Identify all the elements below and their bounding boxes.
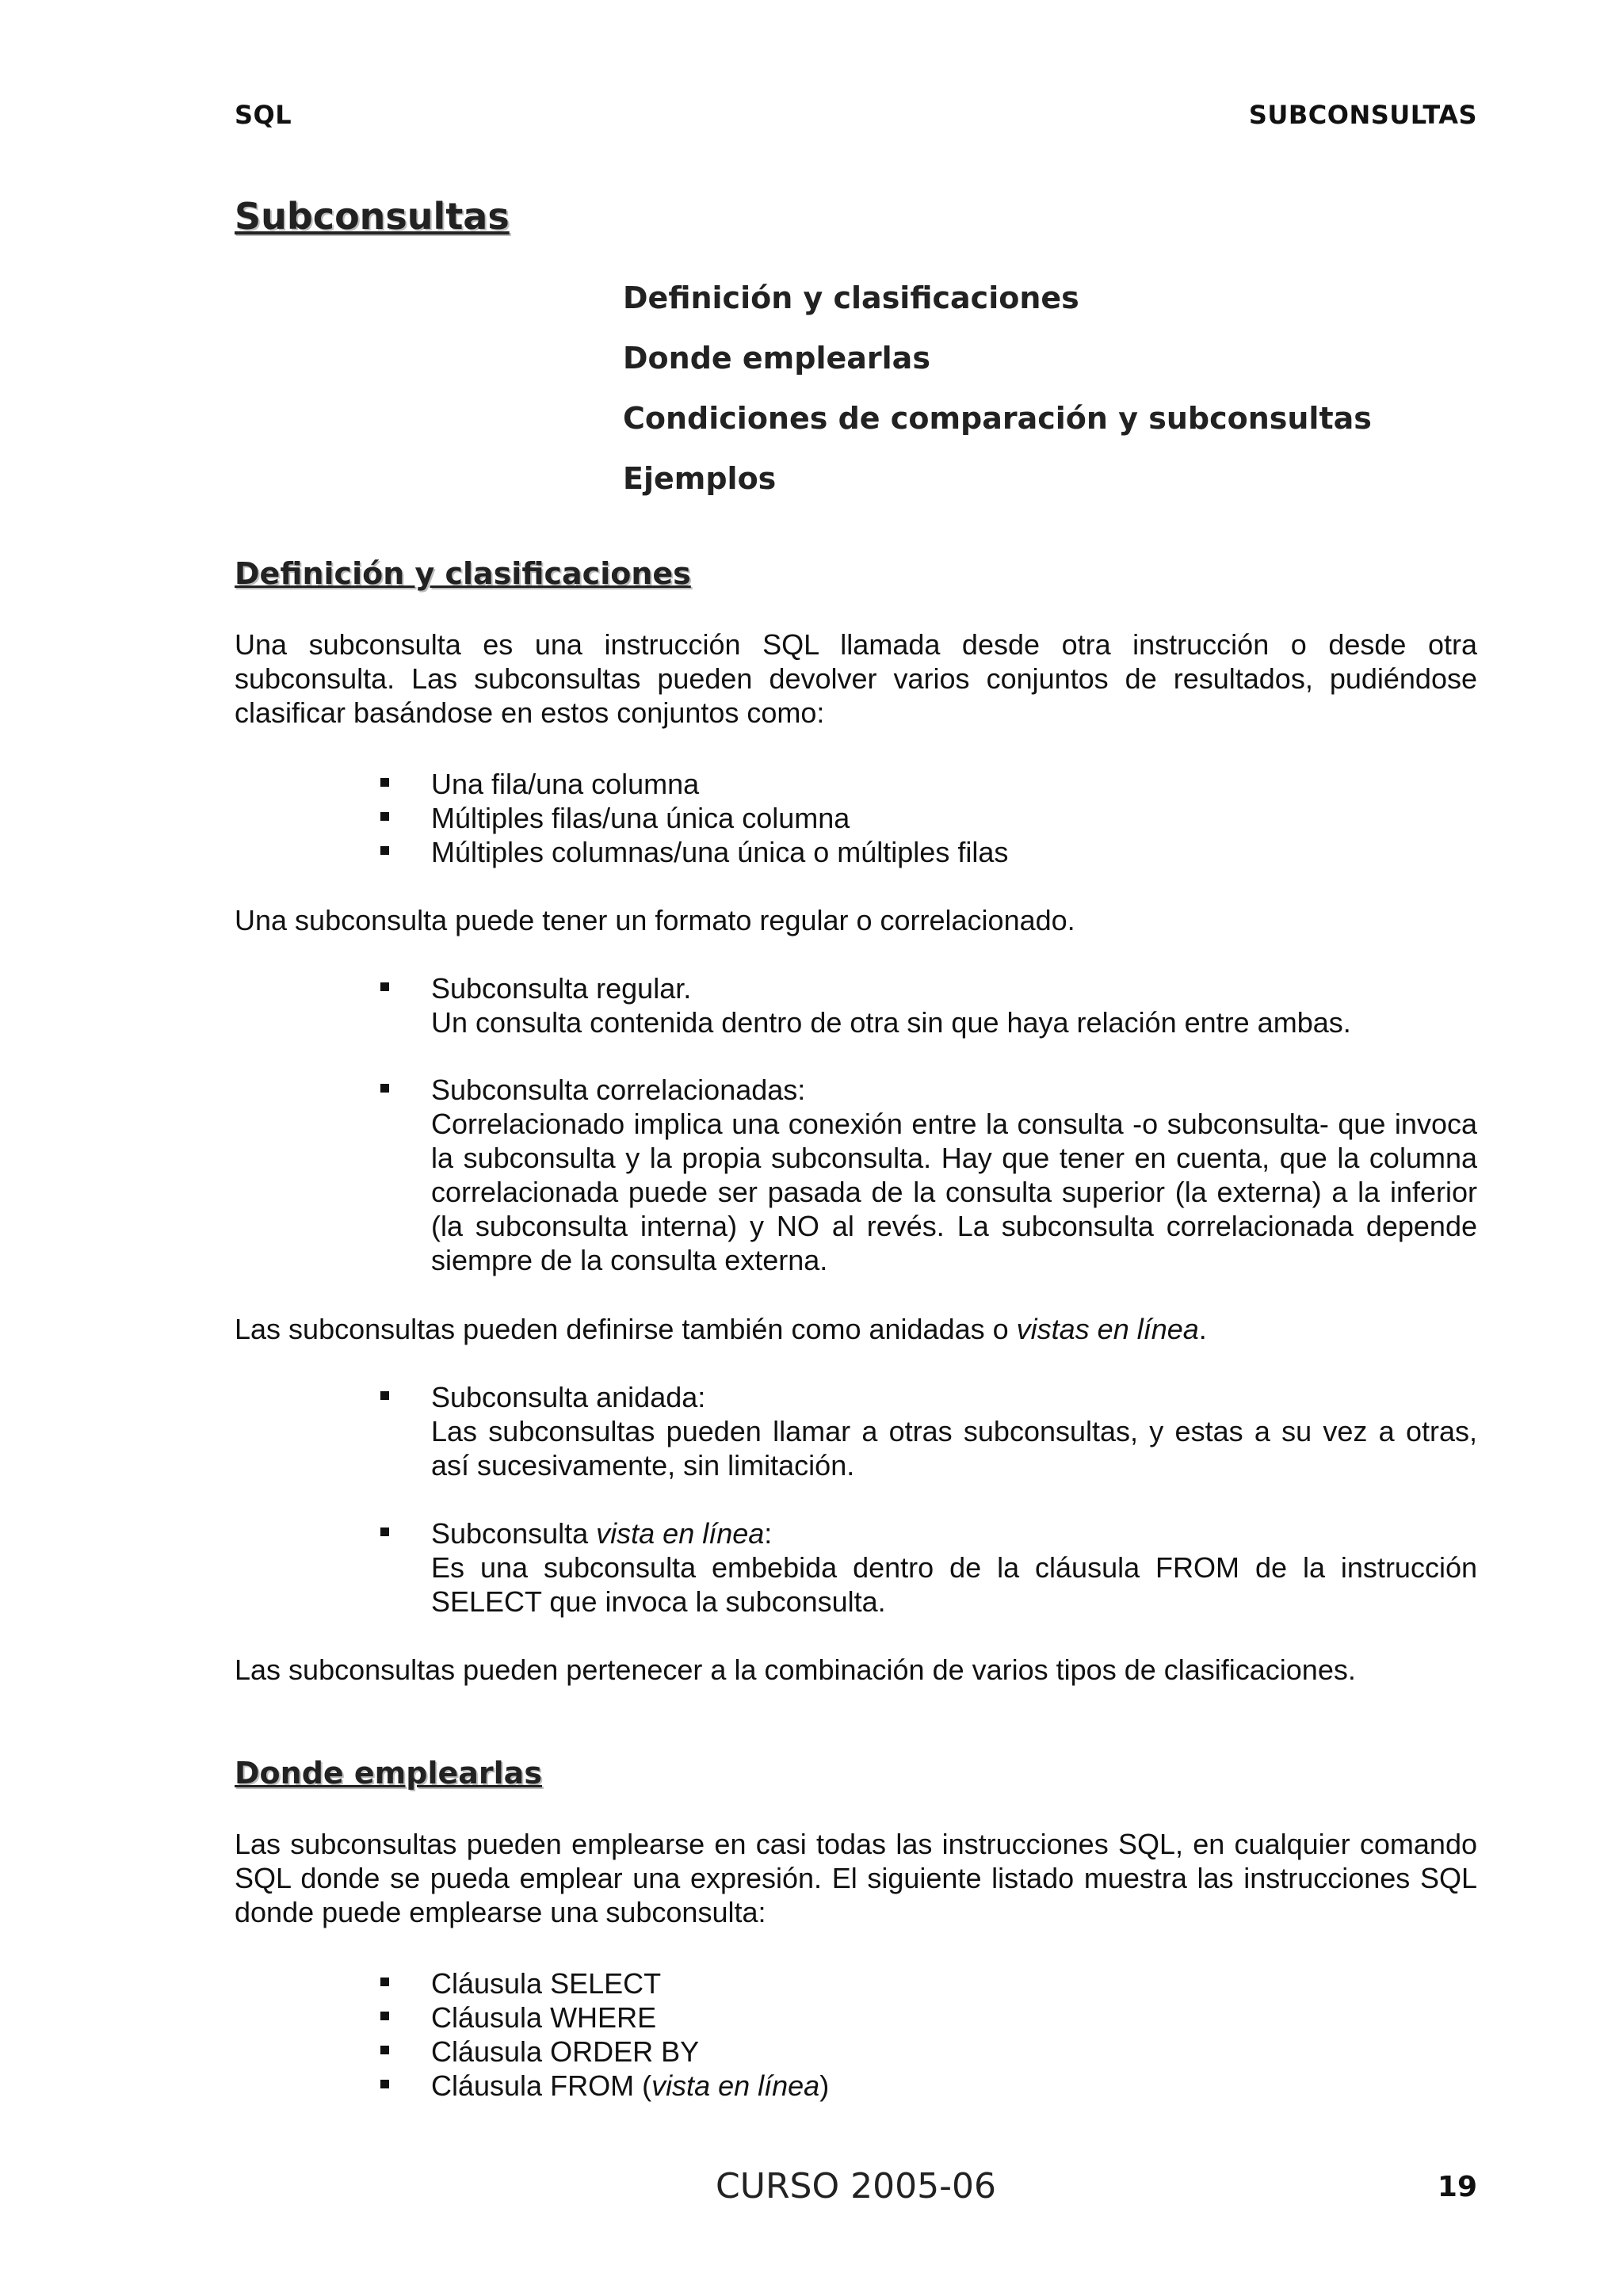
bullet-icon — [380, 2080, 389, 2088]
correlated-subquery-list — [380, 1073, 1477, 1277]
bullet-icon — [380, 1978, 389, 1986]
list-item: Múltiples columnas/una única o múltiples filas — [380, 835, 1477, 869]
item-title: Subconsulta vista en línea: — [431, 1517, 773, 1550]
item-description: Es una subconsulta embebida dentro de la cláusula FROM de la instrucción SELECT que invoca la subconsulta. — [431, 1551, 1477, 1618]
bullet-icon — [380, 778, 389, 787]
bullet-icon — [380, 812, 389, 821]
list-item: Múltiples filas/una única columna — [380, 801, 1477, 835]
bullet-icon — [380, 1084, 389, 1093]
item-title: Subconsulta anidada: — [431, 1381, 706, 1413]
document-page — [235, 0, 1477, 2296]
list-item — [380, 1073, 1477, 1277]
bullet-icon — [380, 846, 389, 855]
section-heading-definicion: Definición y clasificaciones — [235, 556, 691, 591]
list-item — [380, 1380, 1477, 1482]
footer-course: CURSO 2005-06 — [716, 2166, 996, 2206]
section1-intro: Una subconsulta es una instrucción SQL llamada desde otra instrucción o desde otra subconsulta. Las subconsultas pueden devolver varios conjuntos de resultados, pudiéndose clasificar basándose en estos conjuntos como: — [235, 628, 1477, 729]
combination-paragraph: Las subconsultas pueden pertenecer a la combinación de varios tipos de clasificaciones. — [235, 1653, 1356, 1686]
nested-paragraph: Las subconsultas pueden definirse también como anidadas o vistas en línea. — [235, 1313, 1207, 1345]
nested-subquery-list — [380, 1380, 1477, 1482]
result-types-list — [380, 767, 1477, 869]
header-right: SUBCONSULTAS — [1248, 100, 1477, 130]
bullet-icon — [380, 1391, 389, 1400]
list-item — [380, 1516, 1477, 1619]
format-paragraph: Una subconsulta puede tener un formato regular o correlacionado. — [235, 904, 1075, 936]
clauses-list — [380, 1966, 1477, 2103]
bullet-icon — [380, 982, 389, 991]
item-title: Subconsulta regular. — [431, 972, 692, 1005]
item-description: Un consulta contenida dentro de otra sin que haya relación entre ambas. — [431, 1006, 1351, 1039]
table-of-contents — [623, 274, 1372, 515]
list-item: Una fila/una columna — [380, 767, 1477, 801]
toc-item: Donde emplearlas — [623, 341, 930, 376]
bullet-icon — [380, 2012, 389, 2020]
inline-view-subquery-list — [380, 1516, 1477, 1619]
list-item: Cláusula ORDER BY — [380, 2035, 1477, 2069]
header-left: SQL — [235, 100, 292, 130]
section-heading-donde: Donde emplearlas — [235, 1756, 542, 1791]
item-description: Correlacionado implica una conexión entre la consulta -o subconsulta- que invoca la subconsulta y la propia subconsulta. Hay que tener en cuenta, que la columna correlacionada puede ser pasada de la consulta superior (la externa) a la inferior (la subconsulta interna) y NO al revés. La subconsulta correlacionada depende siempre de la consulta externa. — [431, 1108, 1477, 1276]
page-title: Subconsultas — [235, 195, 510, 238]
toc-item: Condiciones de comparación y subconsultas — [623, 401, 1372, 436]
list-item: Cláusula WHERE — [380, 2000, 1477, 2035]
page-number: 19 — [1437, 2171, 1477, 2203]
bullet-icon — [380, 1527, 389, 1536]
item-description: Las subconsultas pueden llamar a otras subconsultas, y estas a su vez a otras, así sucesivamente, sin limitación. — [431, 1415, 1477, 1482]
bullet-icon — [380, 2046, 389, 2054]
list-item — [380, 971, 1477, 1039]
regular-subquery-list — [380, 971, 1477, 1039]
list-item: Cláusula FROM (vista en línea) — [380, 2069, 1477, 2103]
list-item: Cláusula SELECT — [380, 1966, 1477, 2000]
item-title: Subconsulta correlacionadas: — [431, 1074, 806, 1106]
toc-item: Ejemplos — [623, 461, 777, 496]
toc-item: Definición y clasificaciones — [623, 280, 1079, 315]
section2-intro: Las subconsultas pueden emplearse en casi todas las instrucciones SQL, en cualquier comando SQL donde se pueda emplear una expresión. El siguiente listado muestra las instrucciones SQL donde puede emplearse una subconsulta: — [235, 1828, 1477, 1928]
